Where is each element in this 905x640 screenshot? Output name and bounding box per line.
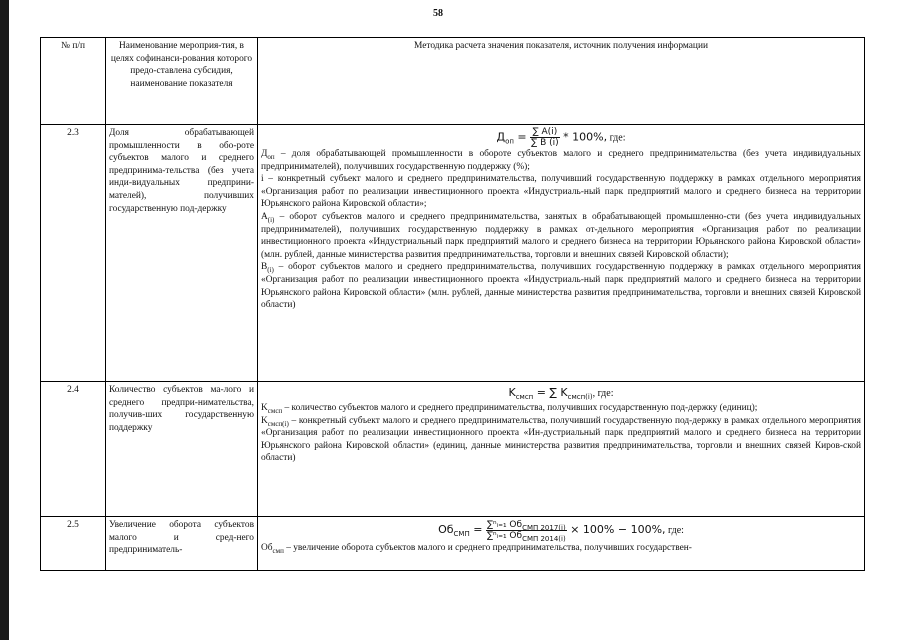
indicator-name: Доля обрабатывающей промышленности в обо-роте субъектов малого и среднего предпринима-тельства (без учета инди-видуальных предприни-мателей), получивших государственную под-держку <box>106 125 258 382</box>
row-number: 2.5 <box>41 517 106 571</box>
table-row <box>41 517 865 571</box>
formula: $Д_{оп}$ = $\frac{\sum A(i)}{\sum B (i)}$ * 100%, где: <box>496 127 626 148</box>
indicator-name: Количество субъектов ма-лого и среднего предпри-нимательства, получив-ших государственную поддержку <box>106 382 258 517</box>
method-cell <box>258 125 865 382</box>
page-number: 58 <box>433 8 443 19</box>
row-number: 2.3 <box>41 125 106 382</box>
row-number: 2.4 <box>41 382 106 517</box>
method-cell <box>258 517 865 571</box>
method-cell <box>258 382 865 517</box>
header-col-number: № п/п <box>41 38 106 125</box>
formula: $K_{смсп}$ = ∑ $K_{смсп(i)}$, где: <box>508 386 614 402</box>
header-col-method: Методика расчета значения показателя, источник получения информации <box>258 38 865 125</box>
definition: $Об_{смп}$ – увеличение оборота субъектов малого и среднего предпринимательства, получивших государствен- <box>261 543 692 555</box>
definition: $K_{смсп(i)}$ – конкретный субъект малого и среднего предпринимательства, получивший государственную под-держку в рамках отдельного мероприятия «Организация работ по реализации инвестиционного проекта «Ин-дустриальный парк предприятий малого и среднего бизнеса на территории Юрьянского района Кировской области» (единиц, данные министерства развития предпринимательства, торговли и внешних связей Киров-ской области) <box>261 415 861 464</box>
header-col-name: Наименование мероприя-тия, в целях софинанси-рования которого предо-ставлена субсидия, наименование показателя <box>106 38 258 125</box>
formula-fraction: $\frac{\sum A(i)}{\sum B (i)}$ <box>531 127 559 148</box>
table-row <box>41 125 865 382</box>
definition: $Д_{оп}$ – доля обрабатывающей промышленности в обороте субъектов малого и среднего предпринимательства (без учета индивидуальных предпринимателей), получивших государственную поддержку (%); <box>261 149 861 172</box>
methodology-table <box>40 37 865 571</box>
definition: $K_{смсп}$ – количество субъектов малого и среднего предпринимательства, получивших государственную под-держку (единиц); <box>261 403 758 415</box>
definition: $B_{(i)}$ – оборот субъектов малого и среднего предпринимательства, получивших государственную поддержку в рамках отдельного мероприятия «Организация работ по реализации инвестиционного проекта «Индустриаль-ный парк предприятий малого и среднего бизнеса на территории Юрьянского района Кировской области» (млн. рублей, данные министерства развития предпринимательства, торговли и внешних связей Кировской области) <box>261 262 861 311</box>
definition: i – конкретный субъект малого и среднего предпринимательства, получивший государственную поддержку в рамках отдельного мероприятия «Организация работ по реализации инвестиционного проекта «Индустриаль-ный парк предприятий малого и среднего бизнеса на территории Юрьянского района Кировской области»; <box>261 174 861 210</box>
formula: $Об_{СМП}$ = $\frac{\sum^nᵢ_{=1} Об_{СМП 2017(i)}}{\sum^nᵢ_{=1} Об_{СМП 2014(i)}}$ × 100% − 100%, где: <box>438 519 684 543</box>
header-row <box>41 38 865 125</box>
scan-edge <box>0 0 9 640</box>
formula-fraction: $\frac{\sum^nᵢ_{=1} Об_{СМП 2017(i)}}{\sum^nᵢ_{=1} Об_{СМП 2014(i)}}$ <box>486 519 566 543</box>
indicator-name: Увеличение оборота субъектов малого и сред-него предприниматель- <box>106 517 258 571</box>
definition: $A_{(i)}$ – оборот субъектов малого и среднего предпринимательства, занятых в обрабатывающей промышленно-сти (без учета индивидуальных предпринимателей), получивших государственную поддержку в рамках от-дельного мероприятия «Организация работ по реализации инвестиционного проекта «Индустриальный парк предприятий малого и среднего бизнеса на территории Юрьянского района Кировской области» (млн. рублей, данные министерства развития предпринимательства, торговли и внешних связей Кировской области); <box>261 211 861 260</box>
table-row <box>41 382 865 517</box>
